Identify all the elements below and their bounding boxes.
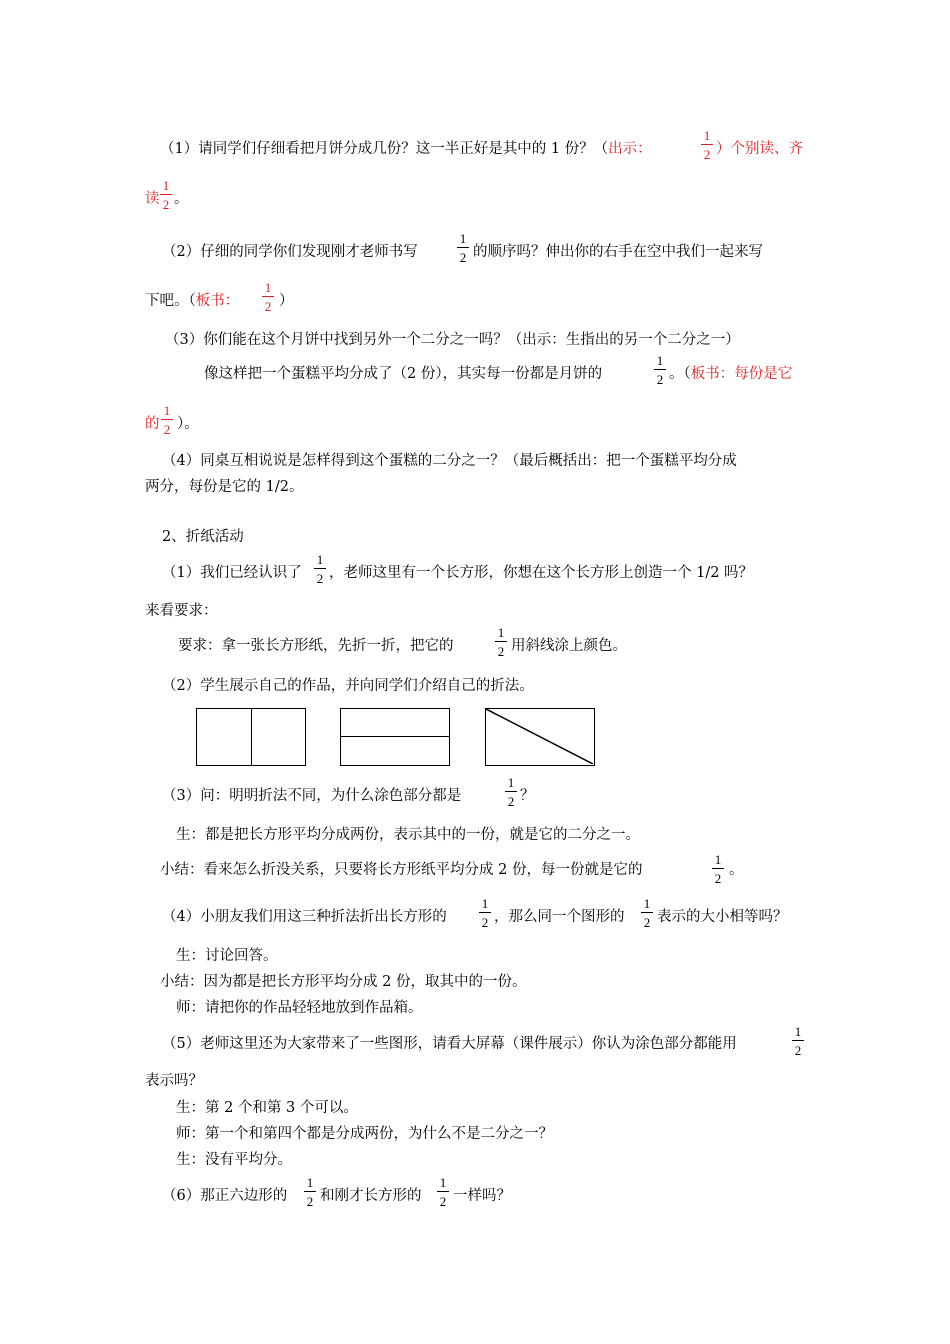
q1-line2: 来看要求： — [145, 603, 218, 619]
fraction-half: 1 2 — [701, 128, 713, 162]
p2-line2b: ） — [279, 293, 294, 309]
p1-red-show: 出示： — [608, 141, 652, 157]
q1-line1b: ，老师这里有一个长方形，你想在这个长方形上创造一个 1/2 吗？ — [329, 565, 754, 581]
p1-line2-end: 。 — [174, 191, 189, 207]
fold-line-vertical — [251, 709, 252, 765]
q4-summary: 小结：因为都是把长方形平均分成 2 份，取其中的一份。 — [160, 974, 527, 990]
q4-line-c: 表示的大小相等吗？ — [657, 909, 788, 925]
q3-ask-b: ？ — [520, 788, 535, 804]
p4-line1: （4）同桌互相说说是怎样得到这个蛋糕的二分之一？（最后概括出：把一个蛋糕平均分成 — [162, 453, 737, 469]
q2-line: （2）学生展示自己的作品，并向同学们介绍自己的折法。 — [162, 678, 534, 694]
p2-line1b: 的顺序吗？伸出你的右手在空中我们一起来写 — [473, 244, 763, 260]
p3-line3b: ）。 — [177, 416, 199, 432]
fraction-half: 1 2 — [654, 353, 666, 387]
p3-line1: （3）你们能在这个月饼中找到另外一个二分之一吗？（出示：生指出的另一个二分之一） — [165, 332, 740, 348]
fraction-half: 1 2 — [262, 280, 274, 314]
q3-summary-a: 小结：看来怎么折没关系，只要将长方形纸平均分成 2 份，每一份就是它的 — [160, 862, 643, 878]
q6-a: （6）那正六边形的 — [162, 1188, 288, 1204]
fraction-half: 1 2 — [457, 231, 469, 265]
fraction-half: 1 2 — [479, 896, 491, 930]
p2-line2: 下吧。（板书： — [145, 293, 240, 309]
q3-summary-b: 。 — [729, 862, 744, 878]
p1-red-read2: 读 — [145, 191, 160, 207]
q4-line-a: （4）小朋友我们用这三种折法折出长方形的 — [162, 909, 447, 925]
fold-line-horizontal — [341, 736, 449, 737]
q3-ask-a: （3）问：明明折法不同，为什么涂色部分都是 — [162, 788, 462, 804]
q5-line1: （5）老师这里还为大家带来了一些图形，请看大屏幕（课件展示）你认为涂色部分都能用 — [162, 1036, 737, 1052]
p1-text: （1）请同学们仔细看把月饼分成几份？这一半正好是其中的 1 份？（ — [160, 141, 609, 157]
p3-line2b: 。（板书：每份是它 — [669, 366, 793, 382]
p4-line2: 两分，每份是它的 1/2。 — [145, 479, 304, 495]
p3-red-board: 板书：每份是它 — [690, 366, 793, 382]
q5-teacher1: 师：第一个和第四个都是分成两份，为什么不是二分之一？ — [176, 1126, 553, 1142]
p3-line2a: 像这样把一个蛋糕平均分成了（2 份），其实每一份都是月饼的 — [204, 366, 603, 382]
fraction-half: 1 2 — [161, 403, 173, 437]
p1-line1 — [160, 139, 652, 159]
p1-red-read: ）个别读、齐 — [716, 141, 803, 157]
rect-horizontal-fold — [340, 708, 450, 766]
q1-requirement-b: 用斜线涂上颜色。 — [511, 638, 627, 654]
fraction-half: 1 2 — [495, 625, 507, 659]
q6-b: 和刚才长方形的 — [320, 1188, 422, 1204]
q5-student1: 生：第 2 个和第 3 个可以。 — [176, 1100, 358, 1116]
q5-line2: 表示吗？ — [145, 1073, 203, 1089]
p2-red-board: 板书： — [195, 293, 240, 309]
q4-line-b: ，那么同一个图形的 — [494, 909, 625, 925]
fold-line-diagonal — [486, 709, 593, 764]
q4-teacher: 师：请把你的作品轻轻地放到作品箱。 — [176, 1000, 423, 1016]
fraction-half: 1 2 — [792, 1024, 804, 1058]
rect-vertical-fold — [196, 708, 306, 766]
fraction-half: 1 2 — [437, 1175, 449, 1209]
q5-student2: 生：没有平均分。 — [176, 1152, 292, 1168]
fraction-half: 1 2 — [641, 896, 653, 930]
q4-student: 生：讨论回答。 — [176, 948, 278, 964]
p2-line1a: （2）仔细的同学你们发现刚才老师书写 — [162, 244, 418, 260]
fraction-half: 1 2 — [160, 178, 172, 212]
q3-answer: 生：都是把长方形平均分成两份，表示其中的一份，就是它的二分之一。 — [176, 827, 640, 843]
q6-c: 一样吗？ — [453, 1188, 511, 1204]
fraction-half: 1 2 — [304, 1175, 316, 1209]
p1-line2 — [145, 189, 160, 209]
fraction-half: 1 2 — [314, 552, 326, 586]
fraction-half: 1 2 — [712, 852, 724, 886]
q1-requirement-a: 要求：拿一张长方形纸，先折一折，把它的 — [178, 638, 454, 654]
fraction-half: 1 2 — [505, 775, 517, 809]
q1-line1a: （1）我们已经认识了 — [162, 565, 302, 581]
rect-diagonal-fold — [485, 708, 595, 766]
section-heading: 2、折纸活动 — [162, 529, 244, 545]
p3-line3-red: 的 — [145, 416, 160, 432]
